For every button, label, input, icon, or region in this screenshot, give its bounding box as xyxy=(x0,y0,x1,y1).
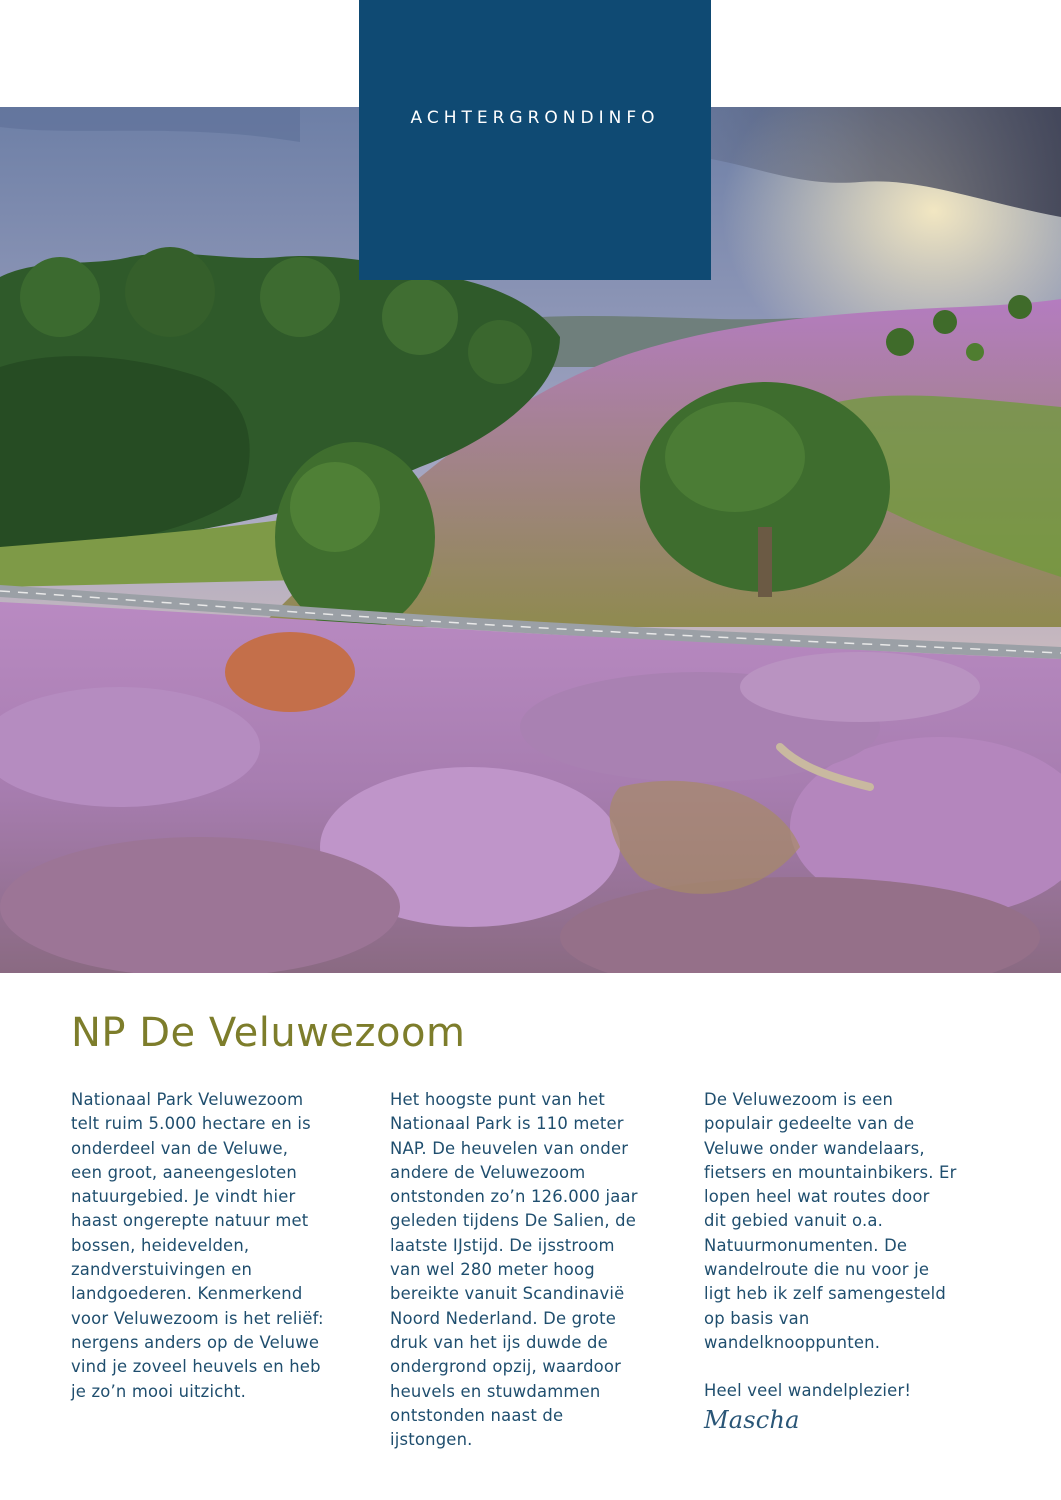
text-column-3 xyxy=(704,1088,994,1432)
signature: Mascha xyxy=(704,1405,800,1434)
text-column-2 xyxy=(390,1088,680,1452)
section-label: ACHTERGRONDINFO xyxy=(410,108,660,128)
text-column-1 xyxy=(71,1088,361,1404)
paragraph-routes: De Veluwezoom is een populair gedeelte van de Veluwe onder wandelaars, fietsers en mountainbikers. Er lopen heel wat routes door dit gebied vanuit o.a. Natuurmonumenten. De wandelroute die nu voor je ligt heb ik zelf samengesteld op basis van wandelknooppunten. xyxy=(704,1090,957,1352)
section-label-box xyxy=(359,0,711,280)
closing-line: Heel veel wandelplezier! xyxy=(704,1381,912,1401)
paragraph-park-intro: Nationaal Park Veluwezoom telt ruim 5.000 hectare en is onderdeel van de Veluwe, een groot, aaneengesloten natuurgebied. Je vindt hier haast ongerepte natuur met bossen, heidevelden, zandverstuivingen en landgoederen. Kenmerkend voor Veluwezoom is het reliëf: nergens anders op de Veluwe vind je zoveel heuvels en heb je zo’n mooi uitzicht. xyxy=(71,1090,324,1401)
article-title: NP De Veluwezoom xyxy=(71,1010,466,1056)
paragraph-history: Het hoogste punt van het Nationaal Park is 110 meter NAP. De heuvelen van onder andere de Veluwezoom ontstonden zo’n 126.000 jaar geleden tijdens De Salien, de laatste IJstijd. De ijsstroom van wel 280 meter hoog bereikte vanuit Scandinavië Noord Nederland. De grote druk van het ijs duwde de ondergrond opzij, waardoor heuvels en stuwdammen ontstonden naast de ijstongen. xyxy=(390,1090,638,1450)
